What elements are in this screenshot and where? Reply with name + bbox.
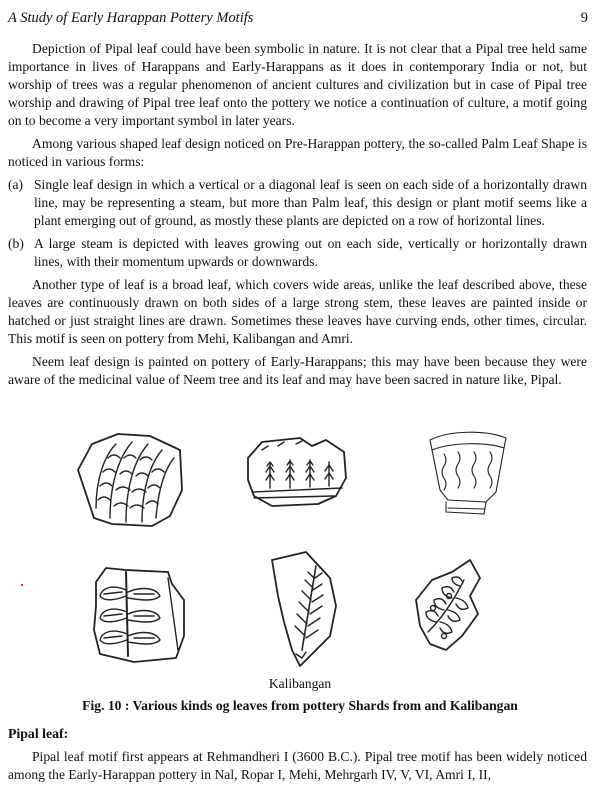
shard-4-broad-leaves [94,568,184,662]
paragraph-neem-leaf: Neem leaf design is painted on pottery of Early-Harappans; this may have been because they were aware of the medicinal value of Neem tree and its leaf and may have been sacred in nature like, Pipal. [8,354,587,387]
list-item-label: (b) [8,236,24,251]
list-item-text: Single leaf design in which a vertical or a diagonal leaf is seen on each side of a horizontally drawn line, may be representing a steam, but more than Palm leaf, this design or plant motif seems like a plant emerging out of ground, as mostly these plants are depicted on a row of horizontal lines. [34,177,587,228]
page-number: 9 [580,10,588,26]
list-item-b [8,235,587,271]
paragraph-pipal-symbolism: Depiction of Pipal leaf could have been symbolic in nature. It is not clear that a Pipal tree held same importance in lives of Harappans and Early-Harappans as it does in contemporary India or not, but worship of trees was a regular phenomenon of ancient cultures and civilization but in case of Pipal tree worship and drawing of Pipal tree leaf onto the pottery we notice a continuation of culture, a motif going on to become a very important symbol in later years. [8,41,587,128]
stray-mark [21,584,23,586]
section-body [8,748,587,784]
shard-1-scalloped-bands [78,434,182,526]
paragraph-broad-leaf: Another type of leaf is a broad leaf, which covers wide areas, unlike the leaf described above, these leaves are continuously drawn on both sides of a large strong stem, these leaves are painted inside or hatched or just straight lines are drawn. Sometimes these leaves have curving ends, other times, circular. This motif is seen on pottery from Mehi, Kalibangan and Amri. [8,277,587,346]
figure-pottery-shards [0,400,600,720]
section-heading: Pipal leaf: [8,726,69,741]
shard-3-vessel-fragment [430,432,506,514]
figure-place-label: Kalibangan [268,676,332,691]
paragraph-palm-leaf-intro: Among various shaped leaf design noticed on Pre-Harappan pottery, the so-called Palm Leaf Shape is noticed in various forms: [8,136,587,169]
shard-drawings [0,400,600,720]
running-head [8,10,588,30]
figure-caption: Fig. 10 : Various kinds og leaves from pottery Shards from and Kalibangan [82,698,518,713]
running-title: A Study of Early Harappan Pottery Motifs [8,10,254,26]
list-item-text: A large steam is depicted with leaves growing out on each side, vertically or horizontally drawn lines, with their momentum upwards or downwards. [34,236,587,269]
list-item-label: (a) [8,177,24,192]
list-item-a [8,176,587,230]
shard-6-curled-leaves [416,560,480,650]
shard-2-plant-row [248,438,346,506]
paragraph-pipal-leaf: Pipal leaf motif first appears at Rehmandheri I (3600 B.C.). Pipal tree motif has been widely noticed among the Early-Harappan pottery in Nal, Ropar I, Mehi, Mehrgarh IV, V, VI, Amri I, II, [8,749,587,782]
body-text [8,40,587,394]
shard-5-single-leaf [272,552,336,666]
